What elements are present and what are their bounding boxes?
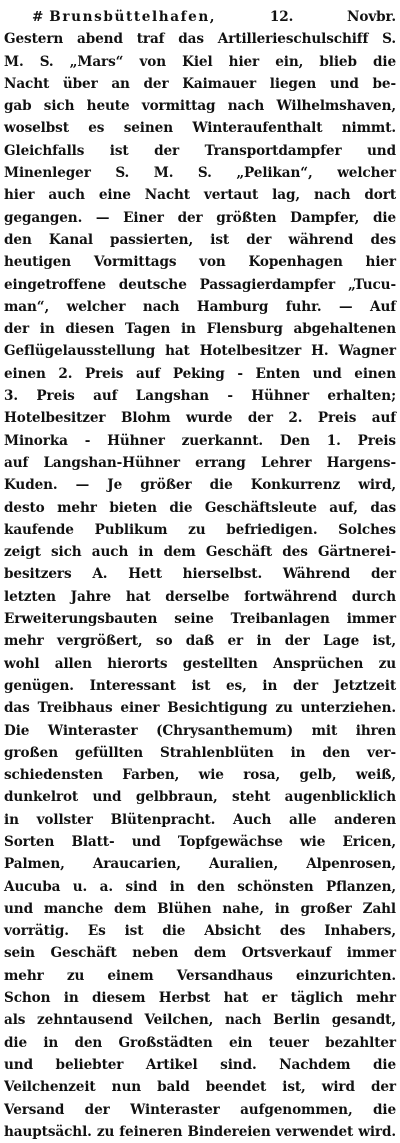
article-line: desto mehr bieten die Geschäftsleute auf, das [4,499,396,516]
article-line: Versand der Winteraster aufgenommen, die [4,1101,396,1118]
article-line: woselbst es seinen Winteraufenthalt nimmt. [4,120,396,137]
article-line: Palmen, Araucarien, Auralien, Alpenrosen, [4,856,396,873]
article-line: gab sich heute vormittag nach Wilhelmshaven, [4,98,396,115]
article-line: besitzers A. Hett hierselbst. Während der [4,566,396,583]
article-line: M. S. „Mars“ von Kiel hier ein, blieb die [4,53,396,70]
article-line: Gleichfalls ist der Transportdampfer und [4,142,396,159]
article-line: einen 2. Preis auf Peking - Enten und einen [4,365,396,382]
article-line: schiedensten Farben, wie rosa, gelb, weiß, [4,767,396,784]
article-line: Nacht über an der Kaimauer liegen und be- [4,75,396,92]
article-line: 3. Preis auf Langshan - Hühner erhalten; [4,388,396,405]
article-line: wohl allen hierorts gestellten Ansprüchen zu [4,655,396,672]
article-line: zeigt sich auch in dem Geschäft des Gärtnerei- [4,544,396,561]
article-line: heutigen Vormittags von Kopenhagen hier [4,254,396,271]
article-line: Aucuba u. a. sind in den schönsten Pflanzen, [4,878,396,895]
article-line: hier auch eine Nacht vertaut lag, nach dort [4,187,396,204]
article-line: Minenleger S. M. S. „Pelikan“, welcher [4,165,396,182]
dateline-place: Brunsbüttelhafen, [49,9,217,25]
article-line: eingetroffene deutsche Passagierdampfer „Tucu- [4,276,396,293]
article-line: Veilchenzeit nun bald beendet ist, wird der [4,1079,396,1096]
article-line: hauptsächl. zu feineren Bindereien verwendet wird. [4,1123,396,1140]
article-line: das Treibhaus einer Besichtigung zu unterziehen. [4,700,396,717]
article-body [4,28,396,1143]
article-line: die in den Großstädten ein teuer bezahlter [4,1034,396,1051]
article-line: Minorka - Hühner zuerkannt. Den 1. Preis [4,432,396,449]
article-line: dunkelrot und gelbbraun, steht augenblicklich [4,789,396,806]
article-line: man“, welcher nach Hamburg fuhr. — Auf [4,298,396,315]
article-line: und manche dem Blühen nahe, in großer Zahl [4,900,396,917]
article-line: vorrätig. Es ist die Absicht des Inhabers, [4,923,396,940]
article-line: den Kanal passierten, ist der während des [4,231,396,248]
article-line: mehr vergrößert, so daß er in der Lage ist, [4,633,396,650]
article-line: Sorten Blatt- und Topfgewächse wie Ericen, [4,833,396,850]
article-line: Geflügelausstellung hat Hotelbesitzer H. Wagner [4,343,396,360]
article-line: gegangen. — Einer der größten Dampfer, die [4,209,396,226]
article-line: Kuden. — Je größer die Konkurrenz wird, [4,477,396,494]
article-line: sein Geschäft neben dem Ortsverkauf immer [4,945,396,962]
article-line: großen gefüllten Strahlenblüten in den ver- [4,744,396,761]
article-line: letzten Jahre hat derselbe fortwährend durch [4,588,396,605]
article-dateline [4,6,396,28]
article-line: Erweiterungsbauten seine Treibanlagen immer [4,611,396,628]
article-line: und beliebter Artikel sind. Nachdem die [4,1056,396,1073]
article-line: mehr zu einem Versandhaus einzurichten. [4,967,396,984]
dateline-date: 12. Novbr. [269,9,396,25]
article-line: auf Langshan-Hühner errang Lehrer Hargens- [4,454,396,471]
article-line: Hotelbesitzer Blohm wurde der 2. Preis auf [4,410,396,427]
section-marker: # [32,9,44,25]
article-line: Schon in diesem Herbst hat er täglich mehr [4,990,396,1007]
article-line: genügen. Interessant ist es, in der Jetztzeit [4,677,396,694]
article-line: in vollster Blütenpracht. Auch alle anderen [4,811,396,828]
news-article [4,6,396,1143]
article-line: als zehntausend Veilchen, nach Berlin gesandt, [4,1012,396,1029]
article-line: kaufende Publikum zu befriedigen. Solches [4,521,396,538]
article-line: Die Winteraster (Chrysanthemum) mit ihren [4,722,396,739]
article-line: der in diesen Tagen in Flensburg abgehaltenen [4,321,396,338]
article-line: Gestern abend traf das Artillerieschulschiff S. [4,31,396,48]
